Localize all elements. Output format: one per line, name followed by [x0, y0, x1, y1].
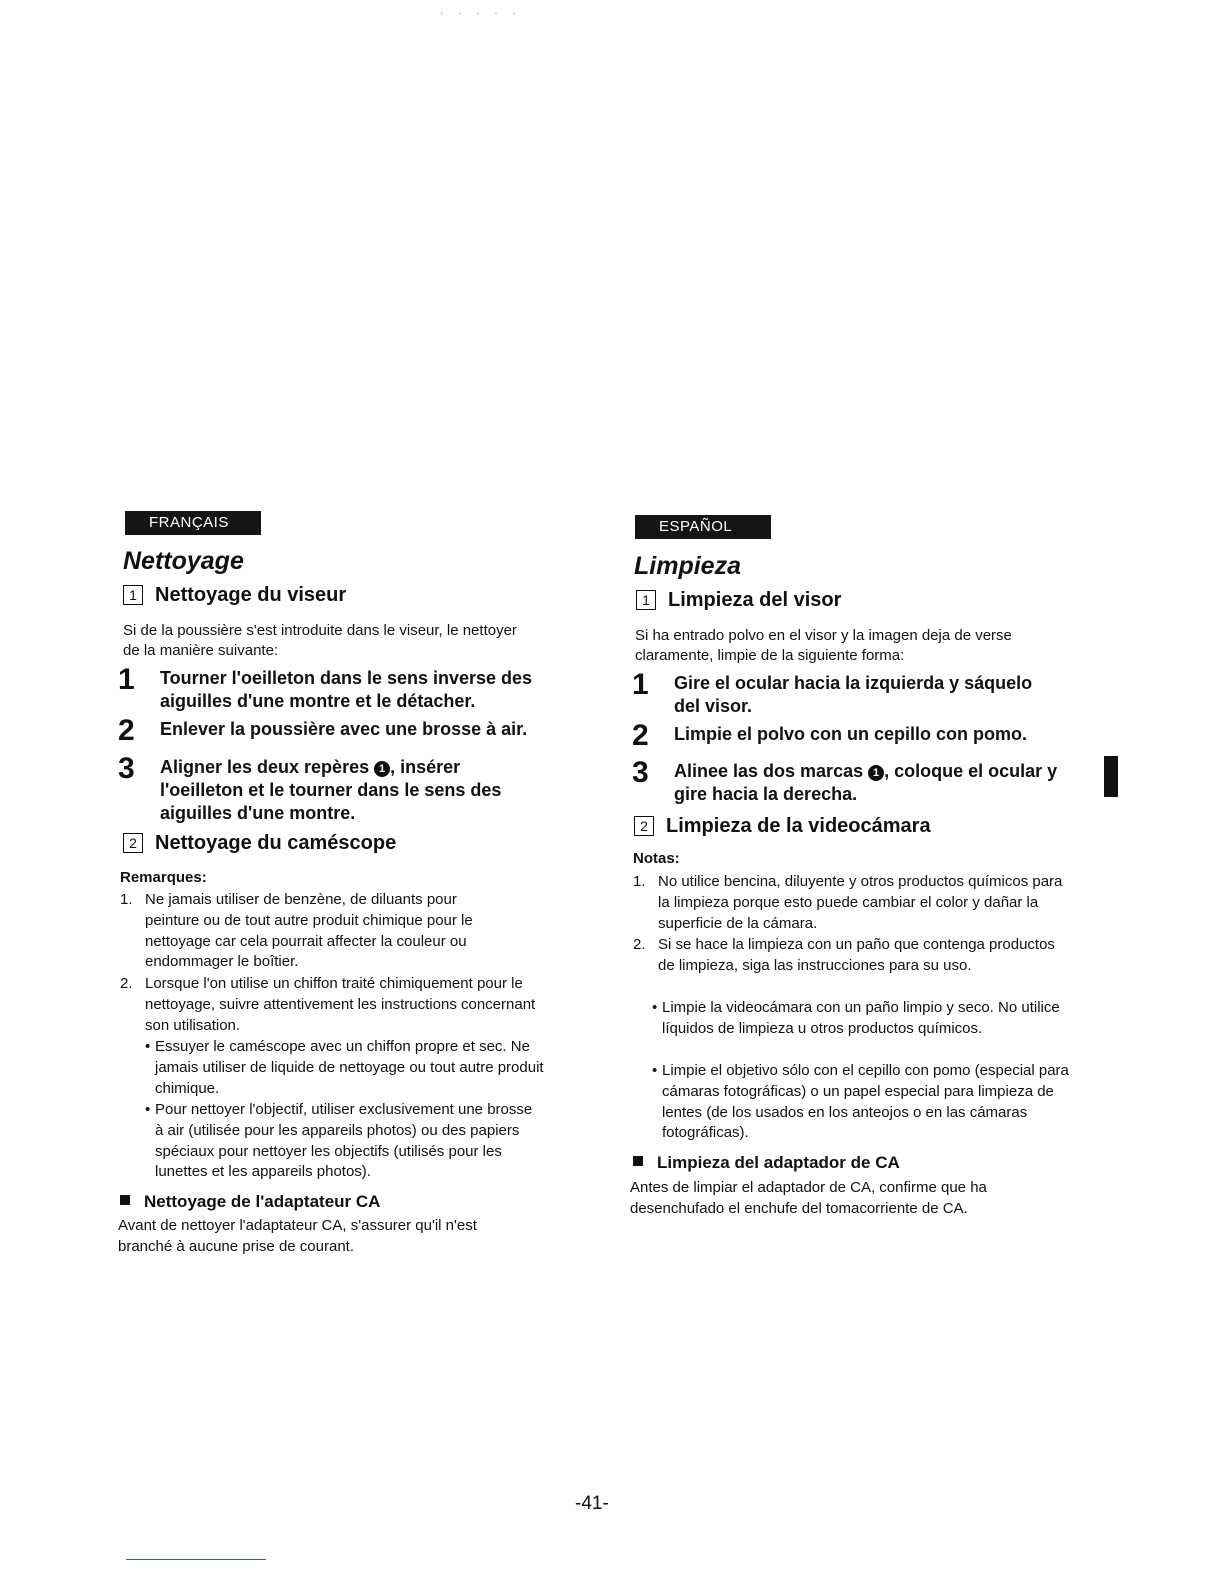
note-number: 1. [120, 891, 133, 908]
reference-mark-icon: 1 [374, 761, 390, 777]
bullet-dot: • [652, 1062, 658, 1079]
section-number-box: 1 [123, 585, 143, 605]
bullet-2 [145, 1100, 555, 1184]
section-number-box: 2 [123, 833, 143, 853]
section-title: Limpieza de la videocámara [666, 815, 931, 837]
note-2 [633, 935, 1068, 998]
bullet-dot: • [652, 999, 658, 1016]
language-tab-spanish: ESPAÑOL [635, 515, 771, 539]
note-text: Si se hace la limpieza con un paño que contenga productos de limpieza, siga las instrucciones para su uso. [658, 936, 1055, 974]
note-1 [120, 890, 520, 974]
section-number-box: 1 [636, 590, 656, 610]
step-text: Enlever la poussière avec une brosse à air. [160, 719, 528, 739]
ac-adapter-heading [633, 1153, 900, 1173]
scan-artifact: · · · · · [440, 8, 522, 19]
ac-adapter-text: Antes de limpiar el adaptador de CA, confirme que ha desenchufado el enchufe del tomacorriente de CA. [630, 1179, 987, 1217]
section-heading-camcorder [123, 832, 396, 855]
section-edge-marker [1104, 756, 1118, 797]
bullet-text: Limpie la videocámara con un paño limpio y seco. No utilice líquidos de limpieza u otros productos químicos. [662, 999, 1060, 1037]
step-text [160, 756, 530, 825]
step-text-part: , coloque el ocular y gire hacia la derecha. [674, 761, 1058, 804]
step-text: Gire el ocular hacia la izquierda y sáquelo del visor. [674, 673, 1033, 716]
language-tab-french: FRANÇAIS [125, 511, 261, 535]
intro-text: Si ha entrado polvo en el visor y la imagen deja de verse claramente, limpie de la siguiente forma: [635, 627, 1012, 664]
note-number: 1. [633, 873, 646, 890]
ac-adapter-title: Limpieza del adaptador de CA [657, 1153, 900, 1172]
step-text-part: Alinee las dos marcas [674, 761, 869, 781]
step-number: 1 [118, 663, 135, 696]
note-text: Ne jamais utiliser de benzène, de diluants pour peinture ou de tout autre produit chimique pour le nettoyage car cela pourrait affecter la couleur ou endommager le boîtier. [145, 891, 473, 971]
note-1 [633, 872, 1068, 935]
section-title: Limpieza del visor [668, 589, 842, 611]
ac-adapter-title: Nettoyage de l'adaptateur CA [144, 1192, 381, 1211]
step-text: Limpie el polvo con un cepillo con pomo. [674, 724, 1028, 744]
page-title: Nettoyage [123, 547, 244, 575]
step-number: 3 [632, 756, 649, 789]
note-number: 2. [633, 936, 646, 953]
step-number: 2 [118, 714, 135, 747]
note-text: No utilice bencina, diluyente y otros productos químicos para la limpieza porque esto puede cambiar el color y dañar la superficie de la cámara. [658, 873, 1063, 932]
bullet-dot: • [145, 1038, 151, 1055]
bullet-text: Essuyer le caméscope avec un chiffon propre et sec. Ne jamais utiliser de liquide de nettoyage ou tout autre produit chimique. [155, 1038, 544, 1097]
bullet-1 [145, 1037, 555, 1100]
intro-text: Si de la poussière s'est introduite dans le viseur, le nettoyer de la manière suivante: [123, 622, 517, 659]
step-number: 2 [632, 719, 649, 752]
note-number: 2. [120, 975, 133, 992]
notes-label: Notas: [633, 850, 680, 867]
section-number-box: 2 [634, 816, 654, 836]
square-bullet-icon [633, 1156, 643, 1166]
square-bullet-icon [120, 1195, 130, 1205]
page-number: -41- [575, 1493, 609, 1514]
step-1 [118, 665, 568, 717]
note-text: Lorsque l'on utilise un chiffon traité chimiquement pour le nettoyage, suivre attentivement les instructions concernant son utilisation. [145, 975, 536, 1034]
ac-adapter-heading [120, 1192, 380, 1212]
step-number: 3 [118, 752, 135, 785]
section-heading-camcorder [634, 815, 931, 838]
step-text-part: Aligner les deux repères [160, 757, 375, 777]
step-2 [632, 721, 1072, 751]
bullet-dot: • [145, 1101, 151, 1118]
step-3 [632, 758, 1072, 810]
page-title: Limpieza [634, 552, 741, 580]
bullet-2 [652, 1061, 1077, 1145]
step-text [674, 760, 1069, 806]
step-text-part: , insérer l'oeilleton et le tourner dans le sens des aiguilles d'une montre. [160, 757, 502, 823]
note-2 [120, 974, 560, 1037]
step-text: Tourner l'oeilleton dans le sens inverse des aiguilles d'une montre et le détacher. [160, 668, 533, 711]
section-title: Nettoyage du viseur [155, 584, 347, 606]
bullet-text: Pour nettoyer l'objectif, utiliser exclusivement une brosse à air (utilisée pour les appareils photos) ou des papiers spéciaux pour nettoyer les objectifs (utilisés pour les lunettes et les appareils photos). [155, 1101, 533, 1181]
bullet-text: Limpie el objetivo sólo con el cepillo con pomo (especial para cámaras fotográficas) o un papel especial para limpieza de lentes (de los usados en los anteojos o en las cámaras fotográficas). [662, 1062, 1069, 1142]
bullet-1 [652, 998, 1072, 1061]
ac-adapter-text: Avant de nettoyer l'adaptateur CA, s'assurer qu'il n'est branché à aucune prise de courant. [118, 1217, 477, 1255]
scan-artifact-line [126, 1559, 266, 1560]
step-1 [632, 670, 1072, 722]
step-2 [118, 716, 568, 746]
reference-mark-icon: 1 [868, 765, 884, 781]
section-heading-viewfinder [123, 584, 346, 607]
step-3 [118, 754, 568, 826]
step-number: 1 [632, 668, 649, 701]
notes-label: Remarques: [120, 869, 207, 886]
section-heading-viewfinder [636, 589, 841, 612]
section-title: Nettoyage du caméscope [155, 832, 397, 854]
